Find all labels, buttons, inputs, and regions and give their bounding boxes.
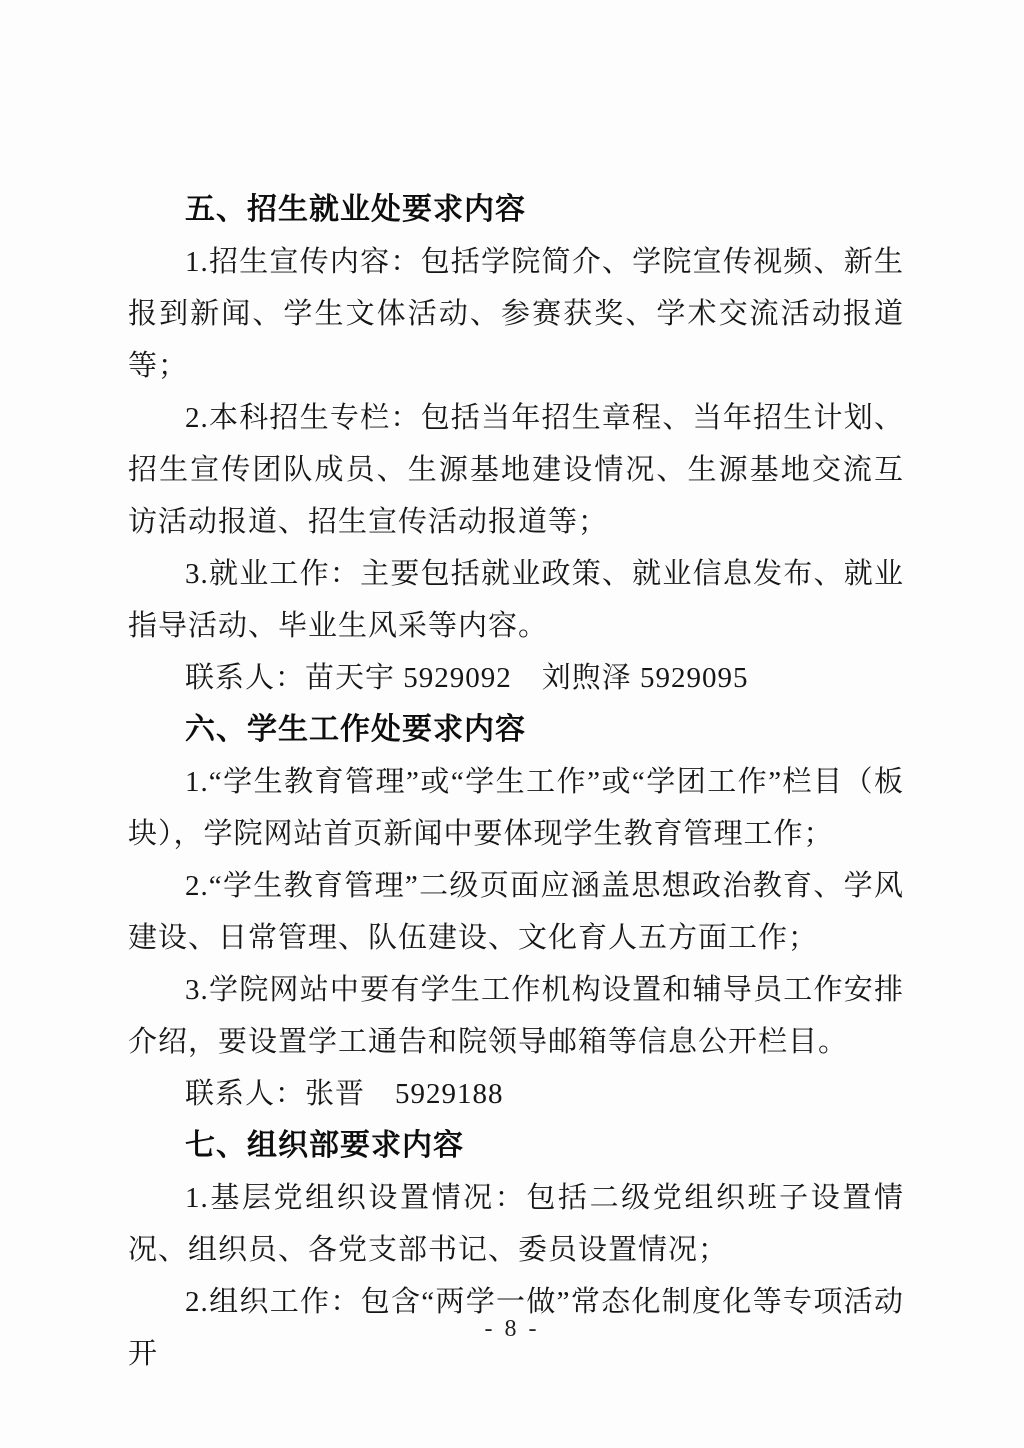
section-heading-student-affairs-office: 六、学生工作处要求内容 xyxy=(185,713,526,746)
paragraph-admissions-item-1: 1.招生宣传内容：包括学院简介、学院宣传视频、新生报到新闻、学生文体活动、参赛获奖、学术交流活动报道等； xyxy=(128,246,904,382)
section-heading-organization-department: 七、组织部要求内容 xyxy=(185,1129,464,1162)
paragraph-admissions-item-2: 2.本科招生专栏：包括当年招生章程、当年招生计划、招生宣传团队成员、生源基地建设情况、生源基地交流互访活动报道、招生宣传活动报道等； xyxy=(128,402,904,538)
paragraph-admissions-item-3: 3.就业工作：主要包括就业政策、就业信息发布、就业指导活动、毕业生风采等内容。 xyxy=(128,558,904,642)
page-number: - 8 - xyxy=(484,1316,540,1342)
paragraph-student-affairs-item-2: 2.“学生教育管理”二级页面应涵盖思想政治教育、学风建设、日常管理、队伍建设、文化育人五方面工作； xyxy=(128,870,904,954)
section-heading-admissions-office: 五、招生就业处要求内容 xyxy=(185,193,526,226)
paragraph-student-affairs-item-1: 1.“学生教育管理”或“学生工作”或“学团工作”栏目（板块），学院网站首页新闻中要体现学生教育管理工作； xyxy=(128,766,904,850)
contact-line-admissions: 联系人：苗天宇 5929092 刘煦泽 5929095 xyxy=(185,662,749,694)
document-body xyxy=(128,184,904,1380)
paragraph-organization-item-1: 1.基层党组织设置情况：包括二级党组织班子设置情况、组织员、各党支部书记、委员设置情况； xyxy=(128,1182,904,1266)
paragraph-student-affairs-item-3: 3.学院网站中要有学生工作机构设置和辅导员工作安排介绍，要设置学工通告和院领导邮箱等信息公开栏目。 xyxy=(128,974,904,1058)
paragraph-organization-item-2: 2.组织工作：包含“两学一做”常态化制度化等专项活动开 xyxy=(128,1286,904,1370)
page-footer xyxy=(0,1316,1024,1343)
contact-line-student-affairs: 联系人：张晋 5929188 xyxy=(185,1078,504,1110)
